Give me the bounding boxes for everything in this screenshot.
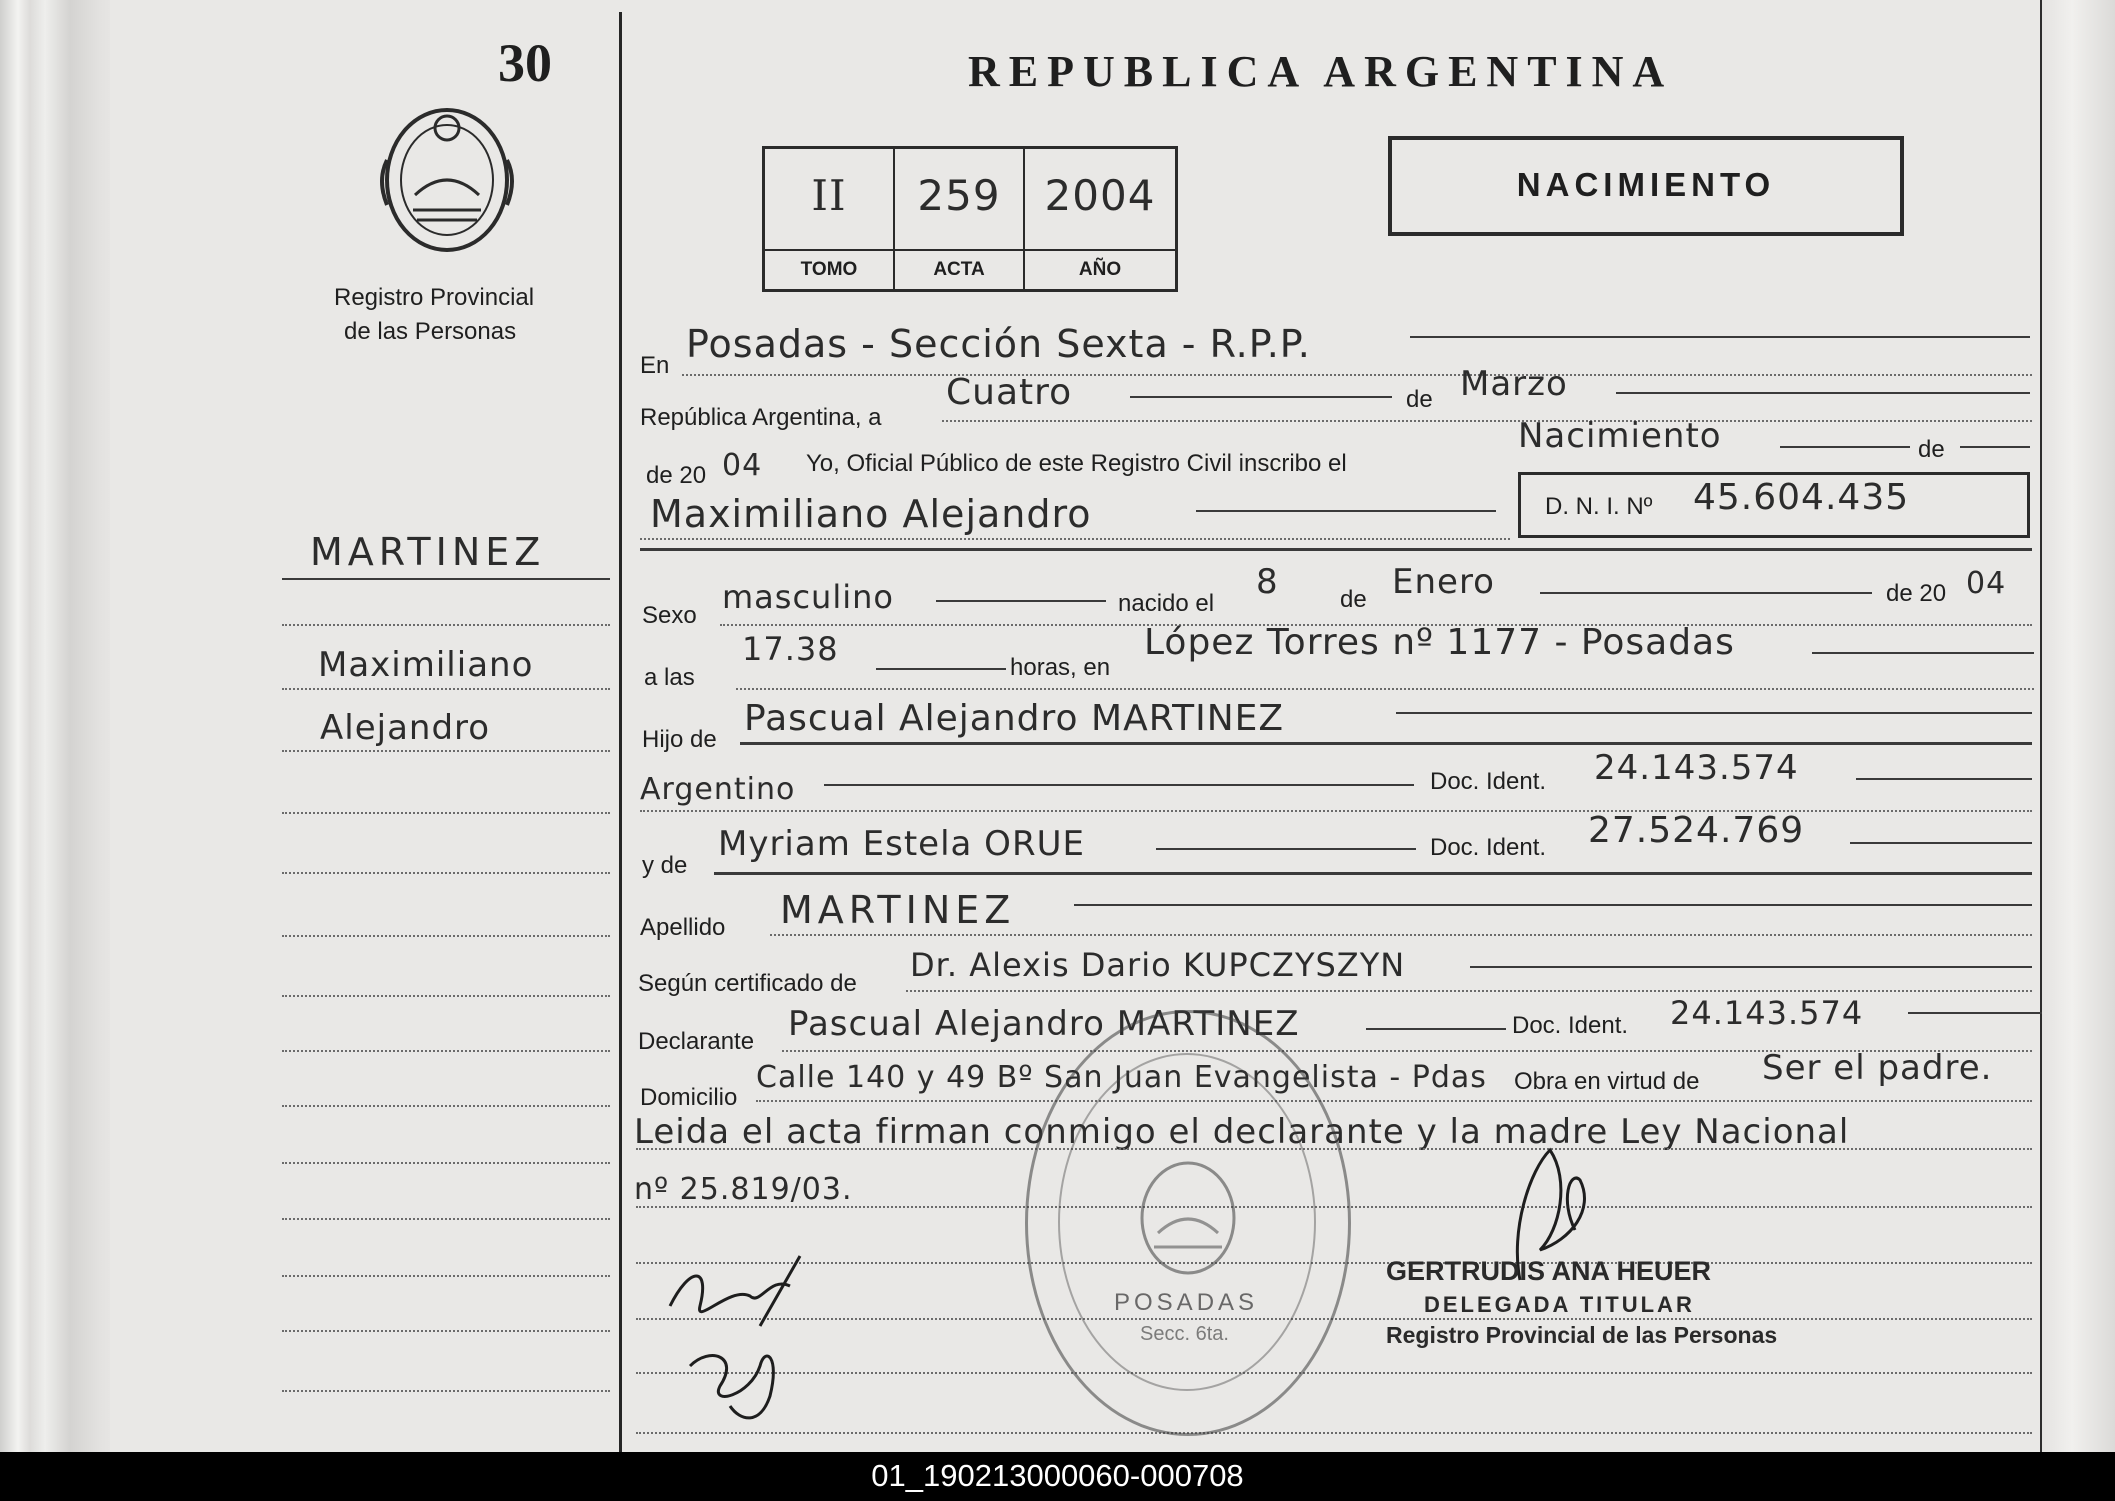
- place-value: Posadas - Sección Sexta - R.P.P.: [686, 322, 1311, 366]
- child-name-value: Maximiliano Alejandro: [650, 492, 1092, 536]
- rule: [682, 374, 2032, 376]
- acta-box: [762, 146, 1178, 292]
- label-apellido: Apellido: [640, 914, 726, 941]
- dni-box: [1518, 472, 2030, 538]
- rule: [1196, 510, 1496, 512]
- tomo-label: TOMO: [800, 259, 858, 280]
- rule: [1366, 1028, 1506, 1030]
- rule: [876, 668, 1006, 670]
- mother-doc-value: 27.524.769: [1588, 810, 1805, 851]
- rule: [640, 810, 2032, 812]
- obra-value: Ser el padre.: [1762, 1048, 1993, 1088]
- month-value: Marzo: [1460, 364, 1568, 404]
- official-stamp: [1025, 1010, 1351, 1436]
- rule: [1074, 904, 2032, 906]
- notes-line-1: Leida el acta firman conmigo el declarante y la madre Ley Nacional: [634, 1112, 1850, 1152]
- doctor-value: Dr. Alexis Dario KUPCZYSZYN: [910, 946, 1406, 984]
- record-type: NACIMIENTO: [1516, 166, 1776, 203]
- rule: [1850, 842, 2032, 844]
- label-de-3: de: [1340, 586, 1367, 613]
- rule: [1396, 712, 2032, 714]
- page-edge: [2040, 0, 2115, 1452]
- domicilio-value: Calle 140 y 49 Bº San Juan Evangelista - Pdas: [756, 1060, 1487, 1095]
- father-nationality-value: Argentino: [640, 772, 796, 807]
- rule: [936, 600, 1106, 602]
- footer-bar: [0, 1452, 2115, 1501]
- margin-line: [282, 1218, 610, 1220]
- registrar-title: DELEGADA TITULAR: [1424, 1292, 1695, 1317]
- label-hijo-de: Hijo de: [642, 726, 717, 753]
- rule: [1470, 966, 2032, 968]
- rule: [824, 784, 1414, 786]
- birth-day-value: 8: [1256, 562, 1279, 602]
- page-number: 30: [498, 33, 552, 93]
- apellido-value: MARTINEZ: [780, 888, 1016, 932]
- label-sexo: Sexo: [642, 602, 697, 629]
- birth-time-value: 17.38: [742, 630, 839, 668]
- label-doc-ident-2: Doc. Ident.: [1430, 834, 1547, 861]
- margin-line: [282, 688, 610, 690]
- label-nacido: nacido el: [1118, 590, 1215, 617]
- rule: [1856, 778, 2032, 780]
- rule: [770, 934, 2032, 936]
- anio-cell: [1025, 149, 1175, 289]
- margin-surname: MARTINEZ: [310, 530, 546, 574]
- father-name-value: Pascual Alejandro MARTINEZ: [744, 698, 1285, 739]
- tomo-value: II: [811, 171, 847, 220]
- rule: [740, 742, 2032, 745]
- book-binding: [0, 0, 110, 1452]
- label-de-20-2: de 20: [1886, 580, 1947, 607]
- rule: [906, 990, 2032, 992]
- notes-line-2: nº 25.819/03.: [634, 1172, 853, 1207]
- country-title: REPUBLICA ARGENTINA: [968, 47, 1674, 96]
- rule: [1410, 336, 2030, 338]
- rule: [942, 420, 2032, 422]
- provincial-seal-icon: [375, 100, 520, 260]
- label-segun-certificado: Según certificado de: [638, 970, 857, 997]
- label-en: En: [640, 352, 670, 379]
- label-y-de: y de: [642, 852, 688, 879]
- birth-place-value: López Torres nº 1177 - Posadas: [1144, 622, 1735, 663]
- margin-line: [282, 995, 610, 997]
- rule: [714, 872, 2032, 875]
- margin-line: [282, 1390, 610, 1392]
- label-a-las: a las: [644, 664, 695, 691]
- label-domicilio: Domicilio: [640, 1084, 738, 1111]
- registry-name-line2: de las Personas: [344, 318, 517, 345]
- margin-line: [282, 935, 610, 937]
- father-doc-value: 24.143.574: [1594, 748, 1799, 788]
- label-de-20: de 20: [646, 462, 707, 489]
- rule: [736, 688, 2034, 690]
- birth-year-suffix-value: 04: [1966, 566, 2007, 601]
- margin-line: [282, 1050, 610, 1052]
- label-dni: D. N. I. Nº: [1545, 493, 1653, 520]
- label-doc-ident-1: Doc. Ident.: [1430, 768, 1547, 795]
- rule: [1812, 652, 2034, 654]
- rule: [756, 1100, 2032, 1102]
- stamp-city: POSADAS: [1114, 1289, 1259, 1316]
- margin-line: [282, 1330, 610, 1332]
- label-de: de: [1406, 386, 1433, 413]
- declarant-signature-icon: [650, 1246, 850, 1436]
- margin-line: [282, 812, 610, 814]
- label-de-2: de: [1918, 436, 1945, 463]
- rule: [1130, 396, 1392, 398]
- declarante-doc-value: 24.143.574: [1670, 994, 1864, 1032]
- footer-id: 01_190213000060-000708: [871, 1458, 1244, 1493]
- label-declarante: Declarante: [638, 1028, 755, 1055]
- day-words-value: Cuatro: [946, 372, 1073, 413]
- margin-line: [282, 624, 610, 626]
- stamp-seal-icon: [1128, 1153, 1248, 1283]
- rule: [640, 538, 1510, 540]
- registrar-office: Registro Provincial de las Personas: [1386, 1322, 1778, 1348]
- rule: [1616, 392, 2030, 394]
- label-republica: República Argentina, a: [640, 404, 882, 431]
- rule: [1908, 1012, 2042, 1014]
- rule: [1780, 446, 1910, 448]
- margin-given-name-2: Alejandro: [320, 708, 491, 748]
- sexo-value: masculino: [722, 578, 894, 616]
- label-obra-en-virtud: Obra en virtud de: [1514, 1068, 1700, 1095]
- year-suffix-value: 04: [722, 448, 763, 483]
- mother-name-value: Myriam Estela ORUE: [718, 824, 1085, 864]
- dni-value: 45.604.435: [1693, 477, 1910, 518]
- anio-label: AÑO: [1078, 259, 1122, 280]
- record-type-box: [1388, 136, 1904, 236]
- label-horas: horas, en: [1010, 654, 1111, 681]
- anio-value: 2004: [1044, 171, 1156, 220]
- registry-name-line1: Registro Provincial: [334, 284, 535, 311]
- stamp-section: Secc. 6ta.: [1140, 1323, 1229, 1345]
- declarante-name-value: Pascual Alejandro MARTINEZ: [788, 1004, 1300, 1044]
- acta-value: 259: [917, 171, 1001, 220]
- margin-line: [282, 1105, 610, 1107]
- margin-given-name-1: Maximiliano: [318, 645, 534, 685]
- margin-line: [282, 750, 610, 752]
- rule: [1156, 848, 1416, 850]
- acta-split-line: [765, 249, 1175, 251]
- act-kind-value: Nacimiento: [1518, 416, 1722, 456]
- margin-line: [282, 578, 610, 580]
- label-doc-ident-3: Doc. Ident.: [1512, 1012, 1629, 1039]
- registrar-name: GERTRUDIS ANA HEUER: [1386, 1256, 1712, 1286]
- margin-line: [282, 1162, 610, 1164]
- margin-line: [282, 872, 610, 874]
- birth-month-value: Enero: [1392, 562, 1495, 602]
- official-statement: Yo, Oficial Público de este Registro Civil inscribo el: [806, 450, 1347, 477]
- margin-divider: [619, 12, 622, 1452]
- rule: [1540, 592, 1872, 594]
- margin-line: [282, 1275, 610, 1277]
- acta-cell: [895, 149, 1025, 289]
- acta-label: ACTA: [933, 259, 985, 280]
- rule: [1960, 446, 2030, 448]
- tomo-cell: [765, 149, 895, 289]
- rule: [640, 548, 2032, 551]
